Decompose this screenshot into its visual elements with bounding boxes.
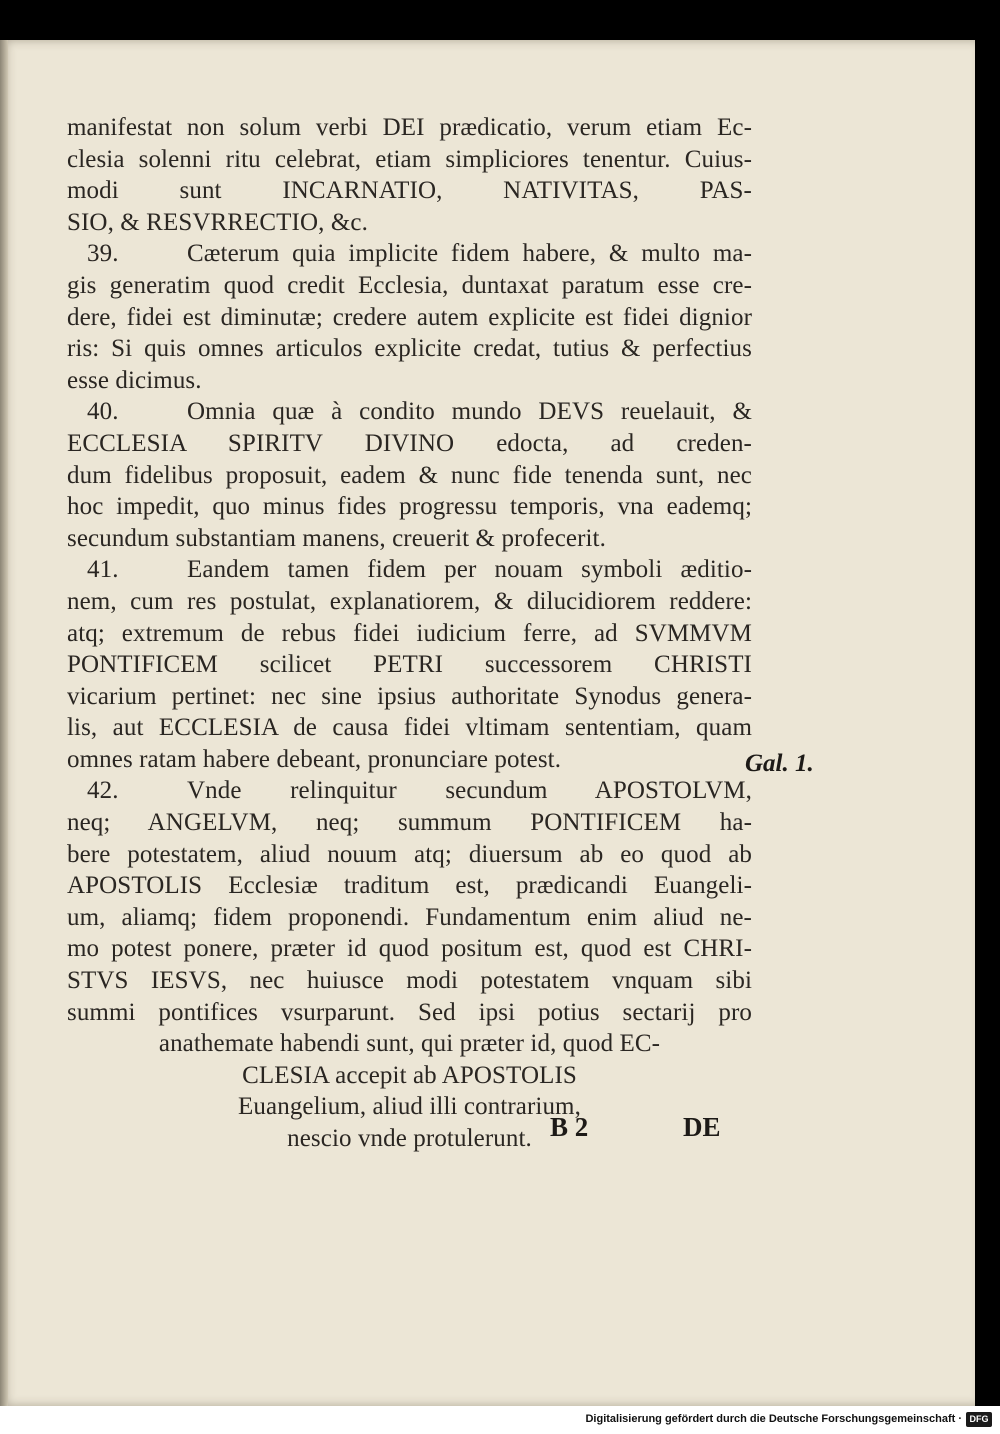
line-text: Omnia quæ à condito mundo DEVS reuelauit, & xyxy=(187,398,752,426)
text-line xyxy=(67,302,752,334)
page-edge xyxy=(0,40,8,1406)
text-line xyxy=(67,649,752,681)
text-line xyxy=(67,933,752,965)
text-line xyxy=(67,144,752,176)
line-text: Eandem tamen fidem per nouam symboli æditio- xyxy=(187,556,752,584)
catchword: DE xyxy=(683,1112,721,1142)
footer-bar xyxy=(0,1406,1000,1434)
marginal-note: Gal. 1. xyxy=(745,750,814,777)
line-text: ris: Si quis omnes articulos explicite credat, tutius & perfectius xyxy=(67,335,752,363)
line-text: gis generatim quod credit Ecclesia, duntaxat paratum esse cre- xyxy=(67,271,752,299)
line-text: esse dicimus. xyxy=(67,366,202,394)
paragraph-number: 42. xyxy=(87,777,119,805)
paragraph-number: 39. xyxy=(87,240,119,268)
text-line-centered: Euangelium, aliud illi contrarium, xyxy=(238,1093,581,1121)
paragraph-number: 40. xyxy=(87,398,119,426)
text-line xyxy=(67,396,752,428)
line-text: hoc impedit, quo minus fides progressu temporis, vna eademq; xyxy=(67,493,752,521)
text-line xyxy=(67,175,752,207)
text-line xyxy=(67,870,752,902)
text-line xyxy=(67,744,752,776)
signature-mark: B 2 xyxy=(550,1112,589,1142)
line-text: dum fidelibus proposuit, eadem & nunc fide tenenda sunt, nec xyxy=(67,461,752,489)
line-text: STVS IESVS, nec huiusce modi potestatem vnquam sibi xyxy=(67,967,752,995)
text-line xyxy=(67,270,752,302)
line-text: ECCLESIA SPIRITV DIVINO edocta, ad creden- xyxy=(67,429,752,457)
line-text: lis, aut ECCLESIA de causa fidei vltimam sententiam, quam xyxy=(67,714,752,742)
text-line xyxy=(67,428,752,460)
line-text: omnes ratam habere debeant, pronunciare potest. xyxy=(67,745,562,773)
text-line xyxy=(67,523,752,555)
text-line xyxy=(67,365,752,397)
line-text: mo potest ponere, præter id quod positum est, quod est CHRI- xyxy=(67,935,752,963)
text-line xyxy=(67,491,752,523)
text-line xyxy=(67,586,752,618)
text-line-centered: anathemate habendi sunt, qui præter id, quod EC- xyxy=(158,1030,661,1058)
text-line xyxy=(67,238,752,270)
line-text: vicarium pertinet: nec sine ipsius authoritate Synodus genera- xyxy=(67,682,752,710)
text-line xyxy=(67,207,752,239)
line-text: secundum substantiam manens, creuerit & profecerit. xyxy=(67,524,606,552)
text-line xyxy=(67,712,752,744)
line-text: modi sunt INCARNATIO, NATIVITAS, PAS- xyxy=(67,177,752,205)
funding-credit: Digitalisierung gefördert durch die Deutsche Forschungsgemeinschaft · xyxy=(585,1413,962,1425)
line-text: um, aliamq; fidem proponendi. Fundamentum enim aliud ne- xyxy=(67,903,752,931)
text-line-centered: nescio vnde protulerunt. xyxy=(287,1125,532,1152)
text-line xyxy=(67,333,752,365)
text-line xyxy=(67,460,752,492)
line-text: nem, cum res postulat, explanatiorem, & dilucidiorem reddere: xyxy=(67,587,752,615)
text-line xyxy=(67,112,752,144)
text-line xyxy=(67,618,752,650)
line-text: APOSTOLIS Ecclesiæ traditum est, prædicandi Euangeli- xyxy=(67,872,752,900)
body-text xyxy=(67,112,752,1155)
text-line xyxy=(67,839,752,871)
text-line xyxy=(67,775,752,807)
line-text: dere, fidei est diminutæ; credere autem explicite est fidei dignior xyxy=(67,303,752,331)
line-text: manifestat non solum verbi DEI prædicatio, verum etiam Ec- xyxy=(67,114,752,141)
line-text: Cæterum quia implicite fidem habere, & multo ma- xyxy=(187,240,752,268)
text-line xyxy=(67,807,752,839)
line-text: SIO, & RESVRRECTIO, &c. xyxy=(67,208,368,236)
text-line-centered: CLESIA accepit ab APOSTOLIS xyxy=(242,1061,577,1089)
line-text: atq; extremum de rebus fidei iudicium ferre, ad SVMMVM xyxy=(67,619,752,647)
text-line xyxy=(67,681,752,713)
dfg-logo: DFG xyxy=(966,1412,992,1427)
text-line xyxy=(67,997,752,1029)
line-text: Vnde relinquitur secundum APOSTOLVM, xyxy=(187,777,752,805)
text-line xyxy=(67,902,752,934)
text-line xyxy=(67,554,752,586)
paragraph-number: 41. xyxy=(87,556,119,584)
line-text: bere potestatem, aliud nouum atq; diuersum ab eo quod ab xyxy=(67,840,752,868)
line-text: PONTIFICEM scilicet PETRI successorem CHRISTI xyxy=(67,651,752,679)
line-text: neq; ANGELVM, neq; summum PONTIFICEM ha- xyxy=(67,809,752,837)
line-text: summi pontifices vsurparunt. Sed ipsi potius sectarij pro xyxy=(67,998,752,1026)
line-text: clesia solenni ritu celebrat, etiam simpliciores tenentur. Cuius- xyxy=(67,145,752,173)
text-line xyxy=(67,965,752,997)
